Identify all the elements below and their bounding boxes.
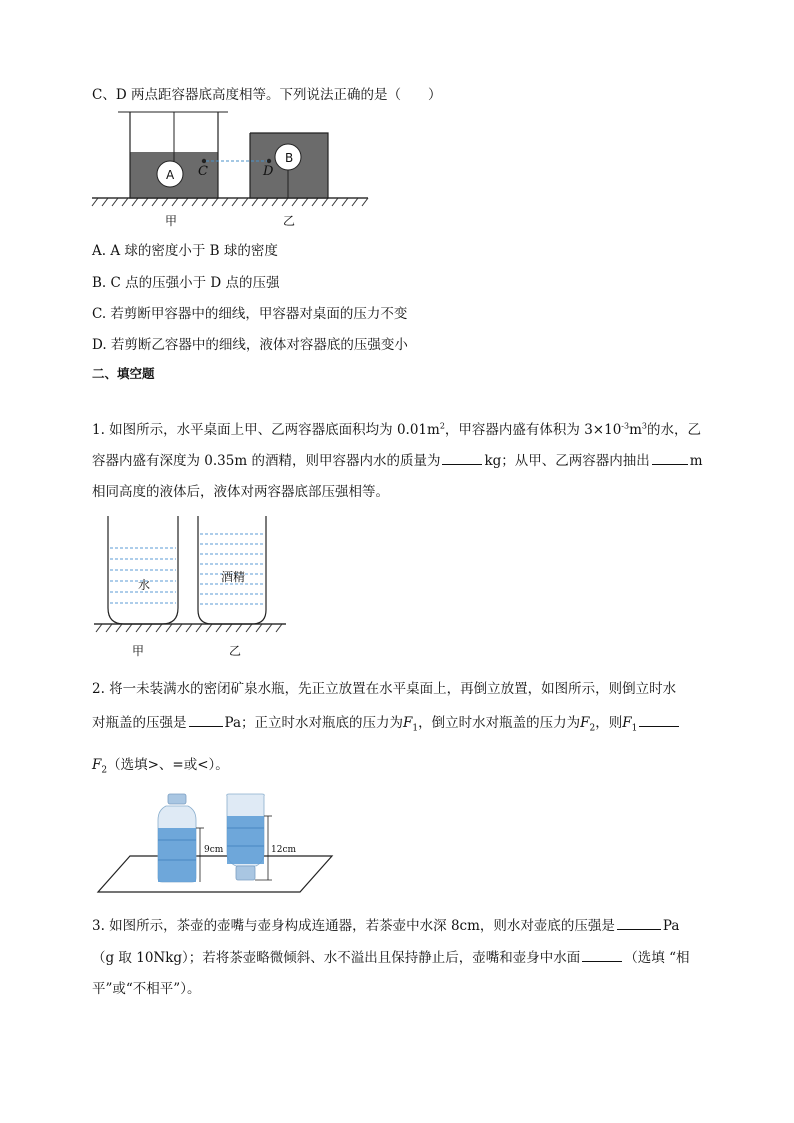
figure2-label-jia: 甲 <box>132 644 145 658</box>
q2-f1-sub: 1 <box>412 723 419 734</box>
q1-line2 <box>92 449 703 469</box>
figure1-label-jia: 甲 <box>165 214 178 228</box>
q3-blank-level[interactable] <box>582 949 622 962</box>
height-label-12cm: 12cm <box>271 845 297 855</box>
q1-text-d: 的水，乙 <box>647 422 701 438</box>
q2-text-d: ，则 <box>595 715 623 731</box>
q1-sup-vol: 3 <box>641 421 647 431</box>
figure-containers-balls <box>88 104 378 234</box>
q3-text-d: （选填 “相 <box>624 950 690 966</box>
ball-b-label: B <box>285 151 294 165</box>
q2-f1-again-sub: 1 <box>631 723 638 734</box>
q2-f2: F <box>580 715 590 731</box>
q1-text-a: 1. 如图所示，水平桌面上甲、乙两容器底面积均为 0.01m <box>92 422 440 438</box>
q3-line2 <box>92 946 690 966</box>
q2-blank-pressure[interactable] <box>189 714 223 727</box>
q2-line3 <box>92 753 229 776</box>
q3-blank-pressure[interactable] <box>617 917 661 930</box>
q2-text-b: Pa；正立时水对瓶底的压力为 <box>224 715 404 731</box>
q1-line3: 相同高度的液体后，液体对两容器底部压强相等。 <box>92 484 389 500</box>
q2-line1: 2. 将一未装满水的密闭矿泉水瓶，先正立放置在水平桌面上，再倒立放置，如图所示，则倒立时水 <box>92 681 677 697</box>
q3-line3: 平”或“不相平”）。 <box>92 981 201 997</box>
q2-f1-again: F <box>622 715 632 731</box>
option-b: B. C 点的压强小于 D 点的压强 <box>92 275 280 291</box>
q3-text-b: Pa <box>662 918 680 934</box>
figure2-label-yi: 乙 <box>229 644 242 658</box>
q3-text-c: （g 取 10Nkg）；若将茶壶略微倾斜、水不溢出且保持静止后，壶嘴和壶身中水面 <box>92 950 581 966</box>
q1-blank-mass[interactable] <box>442 452 482 465</box>
q2-text-e: （选填>、=或<）。 <box>107 757 229 773</box>
q2-text-a: 对瓶盖的压强是 <box>92 715 187 731</box>
option-d: D. 若剪断乙容器中的细线，液体对容器底的压强变小 <box>92 337 408 353</box>
q2-blank-compare[interactable] <box>639 714 679 727</box>
alcohol-label: 酒精 <box>221 570 246 584</box>
q1-text-e: 容器内盛有深度为 0.35m 的酒精，则甲容器内水的质量为 <box>92 453 441 469</box>
point-c-label: C <box>198 164 208 179</box>
figure-bottles <box>96 790 336 898</box>
option-c: C. 若剪断甲容器中的细线，甲容器对桌面的压力不变 <box>92 306 408 322</box>
question-intro: C、D 两点距容器底高度相等。下列说法正确的是（ ） <box>92 87 442 103</box>
ball-a-label: A <box>166 168 175 182</box>
q1-sup-exp: -3 <box>621 421 630 431</box>
water-label: 水 <box>138 578 151 592</box>
q1-sup-area: 2 <box>439 421 445 431</box>
q3-text-a: 3. 如图所示，茶壶的壶嘴与壶身构成连通器，若茶壶中水深 8cm，则水对壶底的压强是 <box>92 918 615 934</box>
q2-f1: F <box>403 715 413 731</box>
q1-line1 <box>92 418 701 438</box>
q1-text-f: kg；从甲、乙两容器内抽出 <box>484 453 650 469</box>
q3-line1 <box>92 914 679 934</box>
q2-line2 <box>92 711 681 734</box>
q2-text-c: ，倒立时水对瓶盖的压力为 <box>418 715 581 731</box>
option-a: A. A 球的密度小于 B 球的密度 <box>92 243 278 259</box>
height-label-9cm: 9cm <box>204 845 224 855</box>
q2-f2-line3-sub: 2 <box>101 765 108 776</box>
point-d-label: D <box>263 164 274 179</box>
q1-text-c: m <box>629 422 642 438</box>
q1-text-g: m <box>689 453 703 469</box>
figure-beakers <box>90 512 290 637</box>
section-title: 二、填空题 <box>92 366 155 381</box>
figure1-label-yi: 乙 <box>283 214 296 228</box>
q1-blank-height[interactable] <box>652 452 688 465</box>
q2-f2-sub: 2 <box>589 723 596 734</box>
q1-text-b: ，甲容器内盛有体积为 3×10 <box>444 422 622 438</box>
q2-f2-line3: F <box>92 757 102 773</box>
